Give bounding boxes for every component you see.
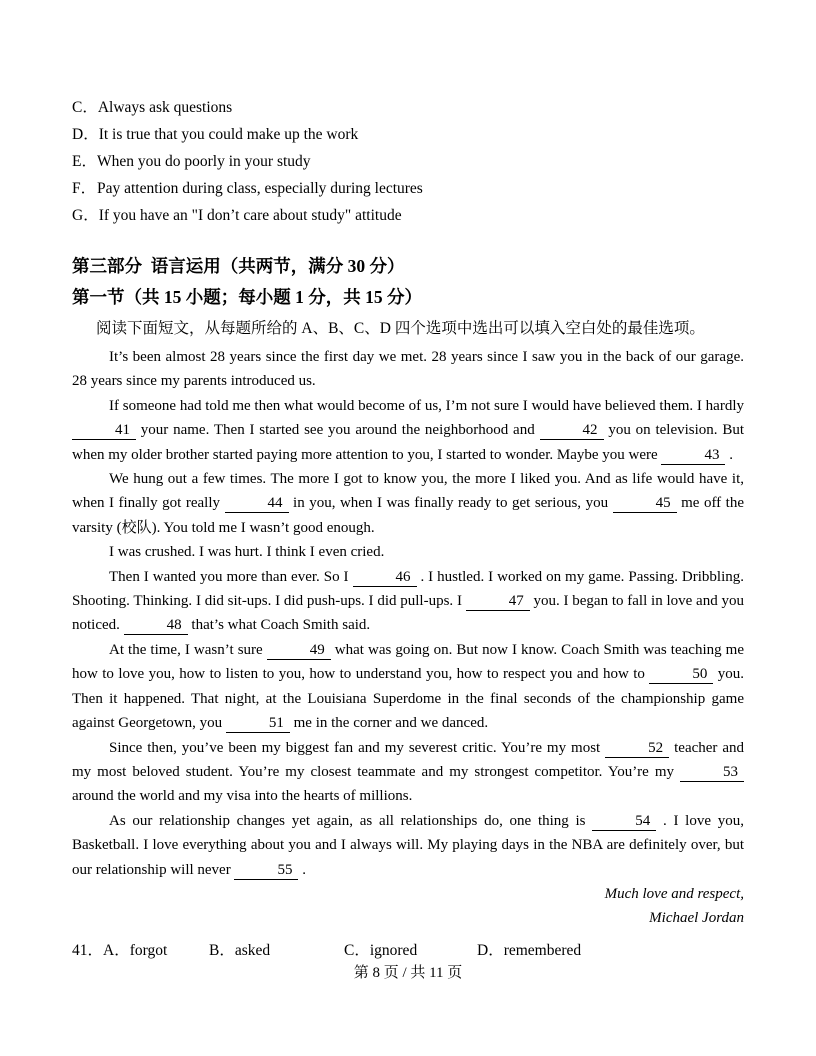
cloze-blank-49: 49 bbox=[267, 641, 331, 660]
questions-block bbox=[72, 938, 744, 964]
cloze-blank-51: 51 bbox=[226, 714, 290, 733]
option-letter: A． bbox=[103, 941, 130, 959]
option-text: When you do poorly in your study bbox=[97, 153, 311, 170]
page-content bbox=[72, 0, 744, 964]
cloze-blank-48: 48 bbox=[124, 616, 188, 635]
option-letter: G． bbox=[72, 207, 99, 224]
cloze-blank-55: 55 bbox=[234, 861, 298, 880]
cloze-blank-50: 50 bbox=[649, 665, 713, 684]
cloze-blank-52: 52 bbox=[605, 739, 669, 758]
option-text: ignored bbox=[369, 941, 418, 959]
passage-paragraph: Then I wanted you more than ever. So I 46 . I hustled. I worked on my game. Passing. Dribbling. Shooting. Thinking. I did sit-ups. I did push-ups. I did pull-ups. I 47 you. I began to fall in love and you noticed. 48 that’s what Coach Smith said. bbox=[72, 568, 744, 634]
section-instruction: 阅读下面短文，从每题所给的 A、B、C、D 四个选项中选出可以填入空白处的最佳选项。 bbox=[96, 320, 705, 337]
cloze-blank-43: 43 bbox=[661, 446, 725, 465]
passage-paragraph: If someone had told me then what would become of us, I’m not sure I would have believed them. I hardly 41 your name. Then I started see you around the neighborhood and 42 you on television. But when my older brother started paying more attention to you, I started to wonder. Maybe you were 43 . bbox=[72, 397, 744, 463]
option-letter: E． bbox=[72, 153, 97, 170]
option-letter: C． bbox=[72, 99, 98, 116]
signature-block bbox=[72, 882, 744, 931]
passage-paragraph: Since then, you’ve been my biggest fan and my severest critic. You’re my most 52 teacher and my most beloved student. You’re my closest teammate and my strongest competitor. You’re my 53 around the world and my visa into the hearts of millions. bbox=[72, 739, 745, 805]
signature-line-2: Michael Jordan bbox=[649, 910, 744, 927]
question-option-A bbox=[72, 938, 209, 964]
cloze-option-line bbox=[72, 121, 744, 148]
option-letter: B． bbox=[209, 941, 235, 959]
question-row-41 bbox=[72, 938, 744, 964]
option-text: Pay attention during class, especially during lectures bbox=[97, 180, 423, 197]
passage-paragraph: We hung out a few times. The more I got to know you, the more I liked you. And as life would have it, when I finally got really 44 in you, when I was finally ready to get serious, you 45 me off the varsity (校队). You told me I wasn’t good enough. bbox=[72, 471, 744, 536]
option-text: forgot bbox=[129, 941, 168, 959]
part-three-heading: 第三部分 语言运用（共两节，满分 30 分） bbox=[72, 256, 405, 276]
cloze-blank-42: 42 bbox=[540, 421, 604, 440]
cloze-passage bbox=[72, 345, 744, 882]
option-letter: C． bbox=[344, 941, 370, 959]
option-text: Always ask questions bbox=[97, 99, 233, 116]
cloze-blank-54: 54 bbox=[592, 812, 656, 831]
option-text: remembered bbox=[503, 941, 582, 959]
passage-paragraph: As our relationship changes yet again, as all relationships do, one thing is 54 . I love you, Basketball. I love everything about you and I always will. My playing days in the NBA are definitely over, but our relationship will never 55 . bbox=[72, 812, 744, 878]
cloze-blank-47: 47 bbox=[466, 592, 530, 611]
question-option-B bbox=[209, 938, 344, 964]
question-number: 41． bbox=[72, 941, 104, 959]
option-letter: D． bbox=[477, 941, 504, 959]
cloze-option-line bbox=[72, 94, 744, 121]
answer-options-list bbox=[72, 94, 744, 229]
section-one-heading: 第一节（共 15 小题；每小题 1 分，共 15 分） bbox=[72, 287, 422, 307]
question-option-D bbox=[477, 938, 744, 964]
cloze-option-line bbox=[72, 175, 744, 202]
option-text: asked bbox=[234, 941, 271, 959]
page-number-label: 第 8 页 / 共 11 页 bbox=[353, 965, 463, 981]
signature-line-1: Much love and respect, bbox=[604, 885, 744, 902]
cloze-blank-44: 44 bbox=[225, 494, 289, 513]
cloze-blank-46: 46 bbox=[353, 568, 417, 587]
cloze-option-line bbox=[72, 148, 744, 175]
page-footer bbox=[0, 963, 816, 983]
cloze-option-line bbox=[72, 202, 744, 229]
passage-paragraph: At the time, I wasn’t sure 49 what was going on. But now I know. Coach Smith was teaching me how to love you, how to listen to you, how to understand you, how to respect you and how to 50 you. Then it happened. That night, at the Louisiana Superdome in the final seconds of the championship game against Georgetown, you 51 me in the corner and we danced. bbox=[72, 641, 745, 732]
passage-paragraph: I was crushed. I was hurt. I think I even cried. bbox=[109, 544, 385, 561]
cloze-blank-45: 45 bbox=[613, 494, 677, 513]
option-text: If you have an "I don’t care about study" attitude bbox=[98, 207, 402, 224]
passage-paragraph: It’s been almost 28 years since the first day we met. 28 years since I saw you in the back of our garage. 28 years since my parents introduced us. bbox=[72, 349, 744, 390]
option-text: It is true that you could make up the work bbox=[98, 126, 359, 143]
option-letter: D． bbox=[72, 126, 99, 143]
question-option-C bbox=[344, 938, 477, 964]
cloze-blank-53: 53 bbox=[680, 763, 744, 782]
cloze-blank-41: 41 bbox=[72, 421, 136, 440]
option-letter: F． bbox=[72, 180, 97, 197]
